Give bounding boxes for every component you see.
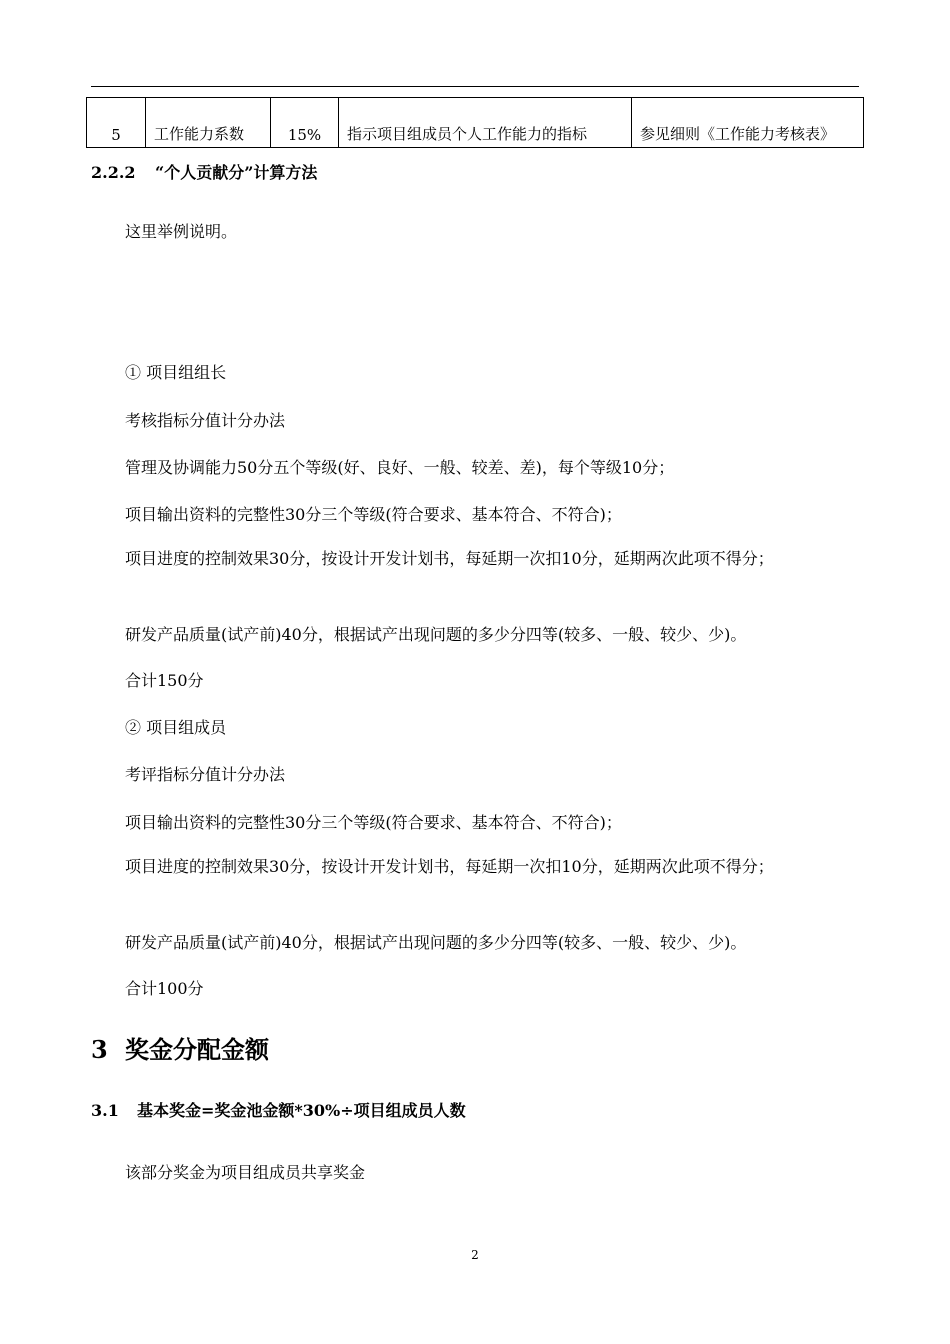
leader-method: 考核指标分值计分办法 bbox=[125, 411, 286, 430]
indicator-table bbox=[86, 97, 864, 148]
leader-title: ① 项目组组长 bbox=[125, 363, 227, 382]
leader-item-1: 管理及协调能力50分五个等级(好、良好、一般、较差、差)，每个等级10分； bbox=[125, 458, 675, 477]
leader-item-2: 项目输出资料的完整性30分三个等级(符合要求、基本符合、不符合)； bbox=[125, 505, 622, 524]
section-number: 2.2.2 bbox=[91, 163, 136, 182]
cell-weight: 15% bbox=[271, 98, 339, 148]
header-rule bbox=[91, 86, 859, 87]
cell-no: 5 bbox=[87, 98, 146, 148]
member-total: 合计100分 bbox=[125, 979, 204, 998]
section-number: 3.1 bbox=[91, 1101, 119, 1120]
cell-desc: 指示项目组成员个人工作能力的指标 bbox=[339, 98, 632, 148]
member-method: 考评指标分值计分办法 bbox=[125, 765, 286, 784]
section-title: 基本奖金=奖金池金额*30%÷项目组成员人数 bbox=[137, 1101, 466, 1120]
cell-name: 工作能力系数 bbox=[146, 98, 271, 148]
member-item-3: 研发产品质量(试产前)40分，根据试产出现问题的多少分四等(较多、一般、较少、少)。 bbox=[125, 933, 747, 952]
member-item-2: 项目进度的控制效果30分，按设计开发计划书，每延期一次扣10分，延期两次此项不得分； bbox=[125, 857, 774, 876]
section-3-1-heading bbox=[91, 1098, 466, 1121]
section-3-1-paragraph: 该部分奖金为项目组成员共享奖金 bbox=[125, 1163, 366, 1182]
section-title: “个人贡献分”计算方法 bbox=[155, 163, 318, 182]
section-2-2-2-heading bbox=[91, 160, 317, 183]
leader-item-4: 研发产品质量(试产前)40分，根据试产出现问题的多少分四等(较多、一般、较少、少)。 bbox=[125, 625, 747, 644]
section-title: 奖金分配金额 bbox=[125, 1035, 269, 1064]
table-row bbox=[87, 98, 864, 148]
member-title: ② 项目组成员 bbox=[125, 718, 227, 737]
intro-paragraph: 这里举例说明。 bbox=[125, 222, 238, 241]
leader-item-3: 项目进度的控制效果30分，按设计开发计划书，每延期一次扣10分，延期两次此项不得分； bbox=[125, 549, 774, 568]
member-item-1: 项目输出资料的完整性30分三个等级(符合要求、基本符合、不符合)； bbox=[125, 813, 622, 832]
leader-total: 合计150分 bbox=[125, 671, 204, 690]
section-3-heading bbox=[91, 1030, 269, 1065]
cell-ref: 参见细则《工作能力考核表》 bbox=[632, 98, 864, 148]
section-number: 3 bbox=[91, 1035, 108, 1064]
page-number: 2 bbox=[471, 1248, 479, 1262]
